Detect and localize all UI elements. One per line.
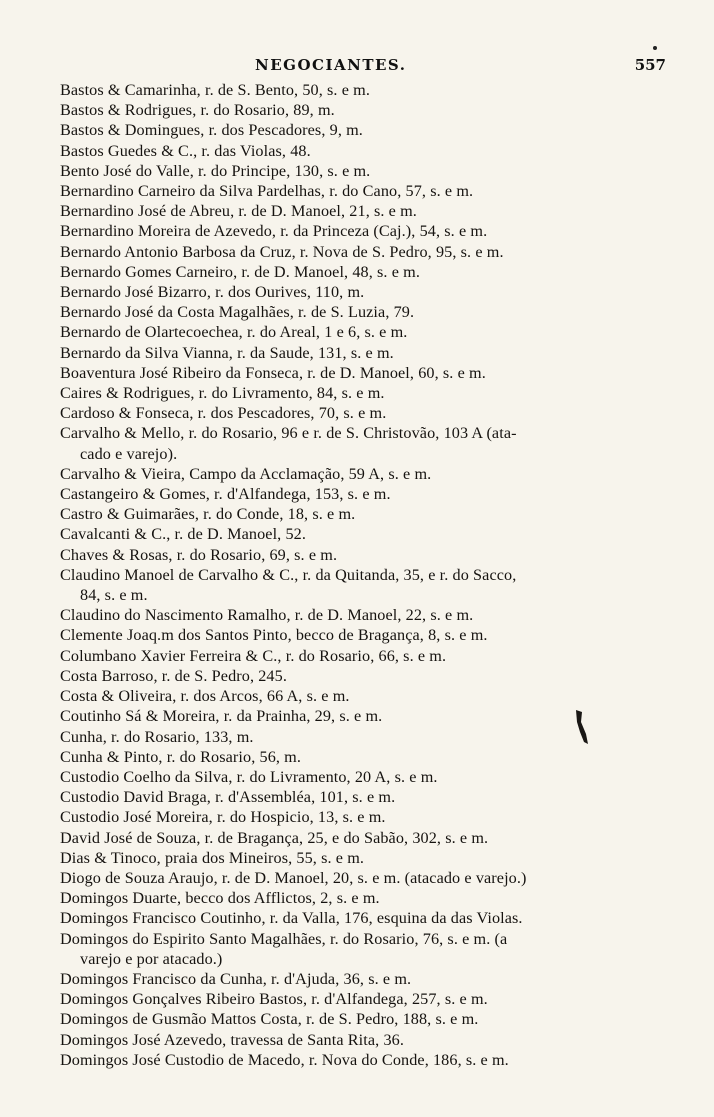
list-item: Cavalcanti & C., r. de D. Manoel, 52. xyxy=(60,525,307,544)
list-item: Carvalho & Vieira, Campo da Acclamação, 59 A, s. e m. xyxy=(60,464,432,483)
list-item: Custodio José Moreira, r. do Hospicio, 13, s. e m. xyxy=(60,808,386,827)
list-item: Claudino do Nascimento Ramalho, r. de D. Manoel, 22, s. e m. xyxy=(60,606,474,625)
list-item: Bastos & Camarinha, r. de S. Bento, 50, s. e m. xyxy=(60,81,370,99)
list-item: David José de Souza, r. de Bragança, 25, e do Sabão, 302, s. e m. xyxy=(60,828,489,847)
list-item: Columbano Xavier Ferreira & C., r. do Rosario, 66, s. e m. xyxy=(60,646,447,665)
list-item: Bernardino José de Abreu, r. de D. Manoel, 21, s. e m. xyxy=(60,202,417,221)
list-item: Clemente Joaq.m dos Santos Pinto, becco de Bragança, 8, s. e m. xyxy=(60,626,488,645)
list-item: Boaventura José Ribeiro da Fonseca, r. de D. Manoel, 60, s. e m. xyxy=(60,363,486,382)
ink-mark xyxy=(572,708,590,748)
list-item: Domingos Gonçalves Ribeiro Bastos, r. d'Alfandega, 257, s. e m. xyxy=(60,990,488,1009)
list-item-continuation: 84, s. e m. xyxy=(80,586,148,605)
list-item: Bernardo José da Costa Magalhães, r. de S. Luzia, 79. xyxy=(60,303,415,322)
directory-list xyxy=(60,80,670,1070)
list-item: Bernardo Antonio Barbosa da Cruz, r. Nova de S. Pedro, 95, s. e m. xyxy=(60,242,504,261)
list-item: Domingos Francisco Coutinho, r. da Valla, 176, esquina da das Violas. xyxy=(60,909,523,928)
list-item: Castro & Guimarães, r. do Conde, 18, s. e m. xyxy=(60,505,356,524)
list-item: Bernardino Carneiro da Silva Pardelhas, r. do Cano, 57, s. e m. xyxy=(60,182,474,201)
list-item: Claudino Manoel de Carvalho & C., r. da Quitanda, 35, e r. do Sacco, xyxy=(60,565,517,584)
list-item: Domingos José Azevedo, travessa de Santa Rita, 36. xyxy=(60,1030,404,1049)
list-item: Chaves & Rosas, r. do Rosario, 69, s. e m. xyxy=(60,545,338,564)
list-item: Cunha, r. do Rosario, 133, m. xyxy=(60,727,254,746)
list-item: Costa Barroso, r. de S. Pedro, 245. xyxy=(60,666,287,685)
list-item: Domingos do Espirito Santo Magalhães, r. do Rosario, 76, s. e m. (a xyxy=(60,929,508,948)
list-item: Bastos & Domingues, r. dos Pescadores, 9, m. xyxy=(60,121,363,140)
list-item: Dias & Tinoco, praia dos Mineiros, 55, s. e m. xyxy=(60,848,365,867)
list-item: Diogo de Souza Araujo, r. de D. Manoel, 20, s. e m. (atacado e varejo.) xyxy=(60,868,527,887)
list-item: Bernardo da Silva Vianna, r. da Saude, 131, s. e m. xyxy=(60,343,394,362)
list-item: Bernardino Moreira de Azevedo, r. da Princeza (Caj.), 54, s. e m. xyxy=(60,222,488,241)
list-item-continuation: varejo e por atacado.) xyxy=(80,949,223,968)
list-item: Custodio Coelho da Silva, r. do Livramento, 20 A, s. e m. xyxy=(60,767,438,786)
list-item: Domingos Duarte, becco dos Afflictos, 2, s. e m. xyxy=(60,889,380,908)
list-item: Bento José do Valle, r. do Principe, 130, s. e m. xyxy=(60,161,371,180)
list-item: Caires & Rodrigues, r. do Livramento, 84, s. e m. xyxy=(60,384,385,403)
list-item: Costa & Oliveira, r. dos Arcos, 66 A, s. e m. xyxy=(60,687,350,706)
list-item: Bastos Guedes & C., r. das Violas, 48. xyxy=(60,141,311,160)
page-number: 557 xyxy=(634,56,666,74)
list-item: Coutinho Sá & Moreira, r. da Prainha, 29, s. e m. xyxy=(60,707,383,726)
list-item: Domingos de Gusmão Mattos Costa, r. de S. Pedro, 188, s. e m. xyxy=(60,1010,479,1029)
list-item: Bastos & Rodrigues, r. do Rosario, 89, m. xyxy=(60,101,335,120)
list-item: Cunha & Pinto, r. do Rosario, 56, m. xyxy=(60,747,302,766)
list-item: Bernardo Gomes Carneiro, r. de D. Manoel, 48, s. e m. xyxy=(60,262,420,281)
list-item: Domingos José Custodio de Macedo, r. Nova do Conde, 186, s. e m. xyxy=(60,1050,509,1069)
list-item: Carvalho & Mello, r. do Rosario, 96 e r. de S. Christovão, 103 A (ata- xyxy=(60,424,517,443)
ink-speck xyxy=(653,46,657,50)
list-item: Cardoso & Fonseca, r. dos Pescadores, 70, s. e m. xyxy=(60,404,387,423)
list-item: Bernardo José Bizarro, r. dos Ourives, 110, m. xyxy=(60,283,365,302)
list-item: Bernardo de Olartecoechea, r. do Areal, 1 e 6, s. e m. xyxy=(60,323,408,342)
list-item: Castangeiro & Gomes, r. d'Alfandega, 153, s. e m. xyxy=(60,485,391,504)
list-item: Custodio David Braga, r. d'Assembléa, 101, s. e m. xyxy=(60,788,396,807)
list-item: Domingos Francisco da Cunha, r. d'Ajuda, 36, s. e m. xyxy=(60,969,412,988)
page-header xyxy=(0,56,714,80)
list-item-continuation: cado e varejo). xyxy=(80,444,178,463)
page-title: NEGOCIANTES. xyxy=(255,56,407,74)
